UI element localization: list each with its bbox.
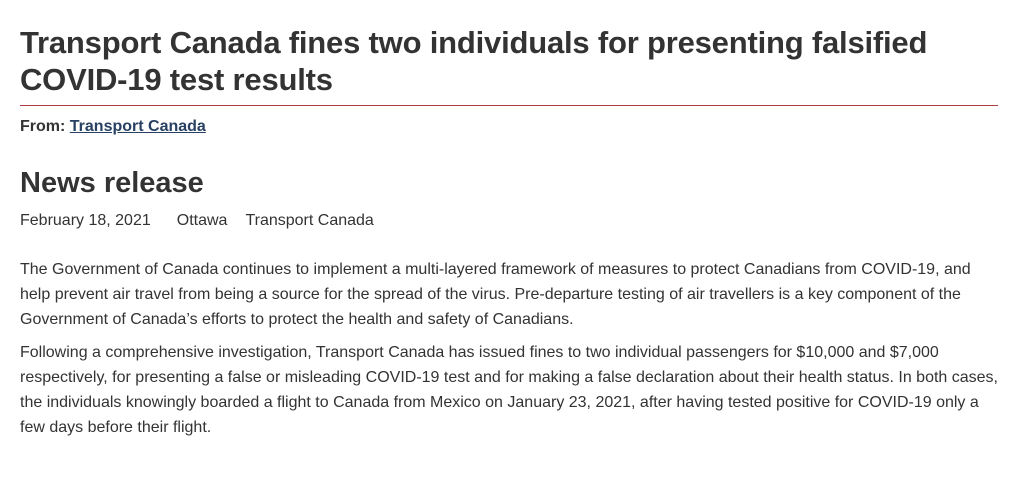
from-label: From:	[20, 118, 66, 135]
from-line	[20, 117, 998, 137]
release-location: Ottawa	[176, 212, 228, 229]
from-link[interactable]: Transport Canada	[69, 118, 206, 135]
section-heading: News release	[20, 167, 204, 199]
release-department: Transport Canada	[245, 212, 374, 229]
page-title: Transport Canada fines two individuals for presenting falsified COVID-19 test results	[20, 25, 928, 97]
article-meta	[20, 211, 998, 231]
title-divider	[20, 105, 998, 106]
release-date: February 18, 2021	[20, 212, 151, 229]
paragraph-1: The Government of Canada continues to implement a multi-layered framework of measures to protect Canadians from COVID-19, and help prevent air travel from being a source for the spread of the virus. Pre-departure testing of air travellers is a key component of the Government of Canada’s efforts to protect the health and safety of Canadians.	[20, 261, 971, 328]
paragraph-2: Following a comprehensive investigation, Transport Canada has issued fines to two individual passengers for $10,000 and $7,000 respectively, for presenting a false or misleading COVID-19 test and for making a false declaration about their health status. In both cases, the individuals knowingly boarded a flight to Canada from Mexico on January 23, 2021, after having tested positive for COVID-19 only a few days before their flight.	[20, 344, 998, 436]
